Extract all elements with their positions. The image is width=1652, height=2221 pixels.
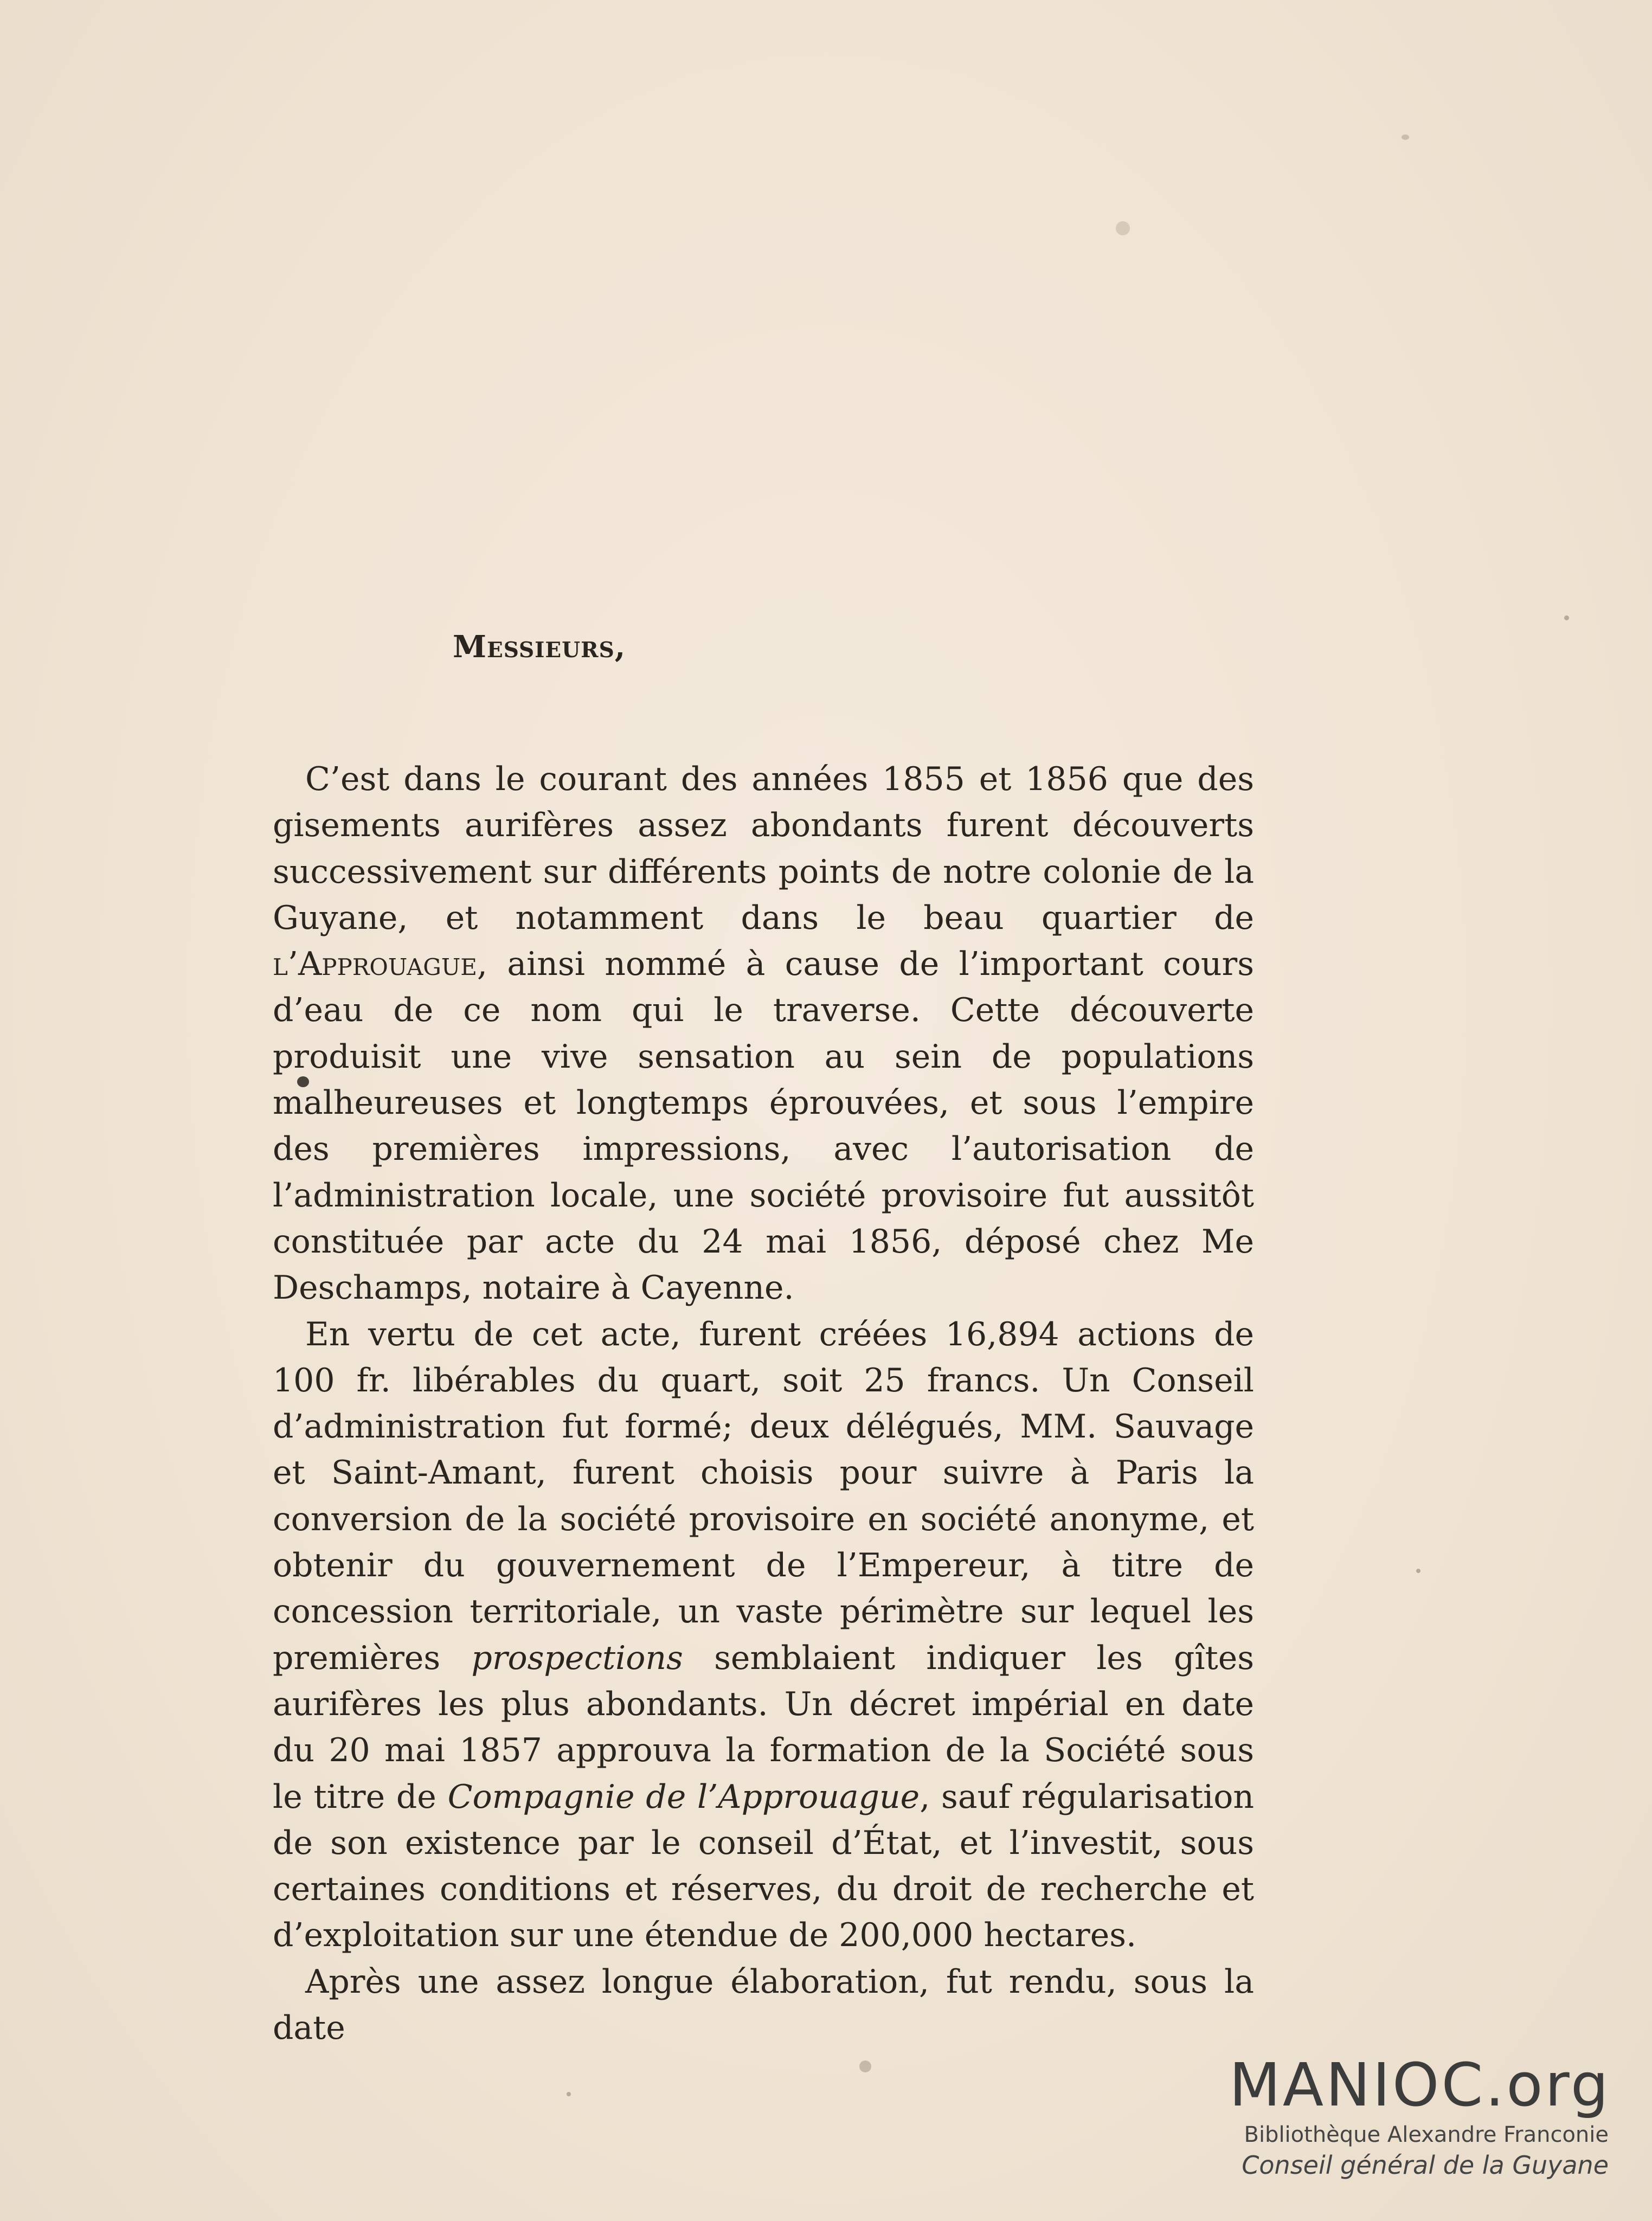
paragraph-3-text-a: Après une assez longue élaboration, fut rendu, sous la date [273,1962,1254,2047]
paragraph-1 [273,756,1254,1312]
watermark-library-name: Bibliothèque Alexandre Franconie [1244,2122,1609,2147]
paper-speck [1116,221,1130,235]
paragraph-3 [273,1959,1254,2052]
manioc-logo: MANIOC.org [1229,2050,1611,2120]
place-name-approuague: l’Approuague [273,945,477,984]
paragraph-2-text-b: semblaient indiquer les gîtes aurifères les plus abondants. Un décret impérial en date du 20 mai 1857 approuva la formation de la Société sous le titre de [273,1639,1254,1816]
paper-speck [1564,615,1569,620]
body-text [273,756,1254,2051]
salutation: Messieurs, [453,629,626,665]
paper-speck [1416,1569,1420,1573]
paragraph-2-text-c: , sauf régularisation de son existence par le conseil d’État, et l’investit, sous certaines conditions et réserves, du droit de recherche et d’exploitation sur une étendue de 200,000 hectares. [273,1777,1254,1955]
paragraph-1-text-b: , ainsi nommé à cause de l’important cours d’eau de ce nom qui le traverse. Cette découverte produisit une vive sensation au sein de populations malheureuses et longtemps éprouvées, et sous l’empire des premières impressions, avec l’autorisation de l’administration locale, une société provisoire fut aussitôt constituée par acte du 24 mai 1856, déposé chez Me Deschamps, notaire à Cayenne. [273,945,1254,1307]
paper-speck [1402,134,1409,140]
company-name: Compagnie de l’Approuague [447,1777,920,1816]
paper-speck [859,2060,871,2072]
paragraph-2-text-a: En vertu de cet acte, furent créées 16,894 actions de 100 fr. libérables du quart, soit 25 francs. Un Conseil d’administration fut formé; deux délégués, MM. Sauvage et Saint-Amant, furent choisis pour suivre à Paris la conversion de la société provisoire en société anonyme, et obtenir du gouvernement de l’Empereur, à titre de concession territoriale, un vaste périmètre sur lequel les premières [273,1315,1254,1677]
manioc-watermark [1229,2050,1611,2180]
paragraph-1-text-a: C’est dans le courant des années 1855 et 1856 que des gisements aurifères assez abondants furent découverts successivement sur différents points de notre colonie de la Guyane, et notamment dans le beau quartier de [273,760,1254,937]
paper-speck [567,2092,571,2096]
term-prospections: prospections [471,1639,683,1677]
paragraph-2 [273,1312,1254,1959]
watermark-council-name: Conseil général de la Guyane [1242,2151,1609,2180]
